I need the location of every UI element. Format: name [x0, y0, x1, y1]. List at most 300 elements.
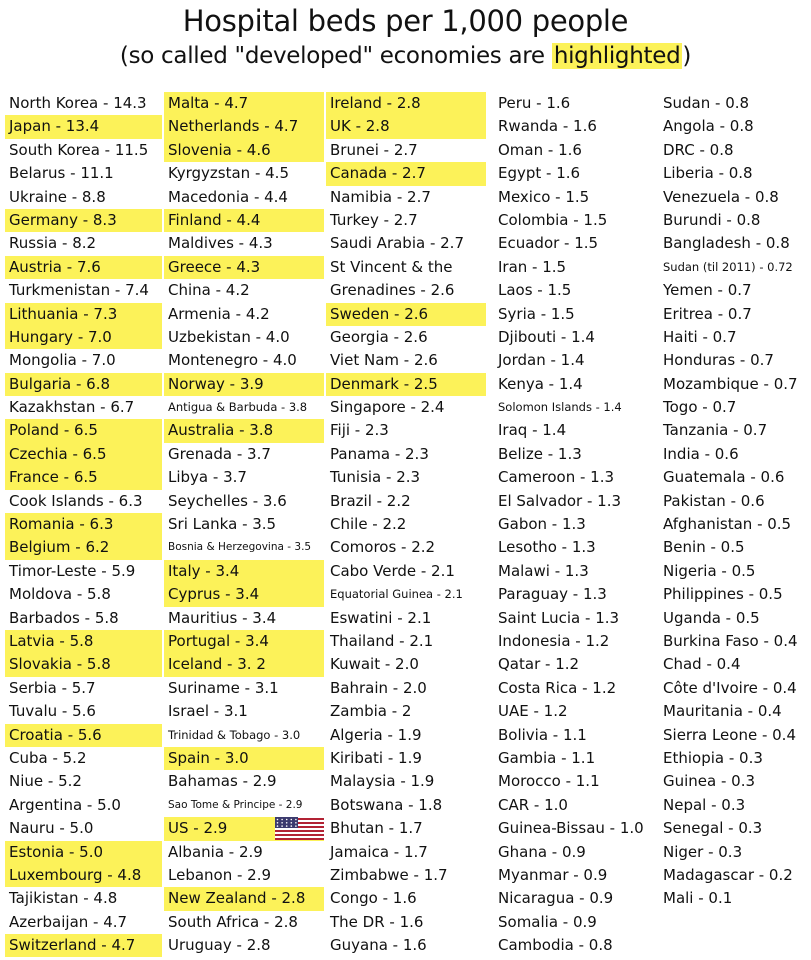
country-row [164, 911, 324, 934]
country-entry: Maldives - 4.3 [168, 234, 273, 253]
country-row [494, 583, 658, 606]
country-row-developed [164, 583, 324, 606]
country-row-developed [5, 443, 162, 466]
country-row [659, 747, 811, 770]
country-row [326, 279, 486, 302]
country-row [5, 162, 162, 185]
page-subtitle [0, 40, 811, 72]
country-entry: Syria - 1.5 [498, 304, 575, 323]
country-row [659, 583, 811, 606]
country-entry: Afghanistan - 0.5 [663, 515, 792, 534]
country-entry: Ecuador - 1.5 [498, 234, 599, 253]
country-row-developed [5, 864, 162, 887]
country-row [494, 864, 658, 887]
country-entry: Kiribati - 1.9 [330, 748, 422, 767]
country-row [494, 326, 658, 349]
country-entry: Norway - 3.9 [168, 374, 264, 393]
country-row [5, 607, 162, 630]
country-entry: UK - 2.8 [330, 117, 390, 136]
country-row [494, 887, 658, 910]
country-entry: Latvia - 5.8 [9, 631, 94, 650]
country-row [326, 724, 486, 747]
country-entry: Albania - 2.9 [168, 842, 263, 861]
country-entry: Guyana - 1.6 [330, 936, 427, 955]
country-row [659, 653, 811, 676]
country-row [659, 490, 811, 513]
country-entry: France - 6.5 [9, 468, 98, 487]
country-row [659, 373, 811, 396]
country-row [164, 490, 324, 513]
column-2 [164, 92, 324, 957]
country-entry: Gambia - 1.1 [498, 748, 596, 767]
country-entry: Moldova - 5.8 [9, 585, 111, 604]
country-row [326, 934, 486, 957]
country-row [659, 443, 811, 466]
country-entry: Canada - 2.7 [330, 164, 426, 183]
country-row [5, 490, 162, 513]
country-row [494, 373, 658, 396]
country-row [5, 139, 162, 162]
country-entry: Slovenia - 4.6 [168, 140, 271, 159]
country-entry: South Korea - 11.5 [9, 140, 149, 159]
country-row [164, 607, 324, 630]
country-row [326, 817, 486, 840]
country-entry: Guinea - 0.3 [663, 772, 756, 791]
country-row [659, 326, 811, 349]
country-row-developed [164, 92, 324, 115]
country-row [494, 817, 658, 840]
country-entry: Equatorial Guinea - 2.1 [330, 587, 463, 602]
country-row [494, 934, 658, 957]
country-row [494, 209, 658, 232]
country-row-developed [164, 139, 324, 162]
country-entry: UAE - 1.2 [498, 702, 568, 721]
country-row [326, 864, 486, 887]
country-entry: DRC - 0.8 [663, 140, 734, 159]
country-entry: Saint Lucia - 1.3 [498, 608, 620, 627]
country-entry: El Salvador - 1.3 [498, 491, 622, 510]
country-row-developed [5, 724, 162, 747]
country-entry: Bangladesh - 0.8 [663, 234, 790, 253]
country-row [5, 560, 162, 583]
country-entry: Guinea-Bissau - 1.0 [498, 819, 644, 838]
subtitle-highlight: highlighted [553, 43, 681, 69]
country-entry: Sierra Leone - 0.4 [663, 725, 796, 744]
country-row [164, 326, 324, 349]
country-row [494, 653, 658, 676]
country-entry: Malaysia - 1.9 [330, 772, 435, 791]
country-row [164, 794, 324, 817]
country-row [326, 466, 486, 489]
country-entry: China - 4.2 [168, 281, 250, 300]
country-entry: Jordan - 1.4 [498, 351, 585, 370]
country-row [659, 560, 811, 583]
country-entry: Tuvalu - 5.6 [9, 702, 96, 721]
country-entry: Uzbekistan - 4.0 [168, 327, 290, 346]
page-title: Hospital beds per 1,000 people [182, 4, 629, 38]
country-entry: Philippines - 0.5 [663, 585, 783, 604]
country-entry: Chad - 0.4 [663, 655, 741, 674]
country-entry: Egypt - 1.6 [498, 164, 581, 183]
country-row [659, 115, 811, 138]
country-row [659, 864, 811, 887]
country-entry: Yemen - 0.7 [663, 281, 752, 300]
country-entry: Brunei - 2.7 [330, 140, 418, 159]
country-row [326, 794, 486, 817]
country-entry: North Korea - 14.3 [9, 94, 147, 112]
country-row [494, 466, 658, 489]
country-entry: Iceland - 3. 2 [168, 655, 266, 674]
country-entry: Pakistan - 0.6 [663, 491, 765, 510]
country-row [494, 115, 658, 138]
country-row-developed [326, 303, 486, 326]
country-entry: Libya - 3.7 [168, 468, 247, 487]
country-entry: Antigua & Barbuda - 3.8 [168, 400, 308, 415]
country-row-developed [164, 560, 324, 583]
country-row-developed [326, 373, 486, 396]
country-entry: Cameroon - 1.3 [498, 468, 615, 487]
country-row-developed [164, 747, 324, 770]
country-row [494, 677, 658, 700]
country-row [5, 887, 162, 910]
country-entry: Myanmar - 0.9 [498, 865, 608, 884]
country-entry: Chile - 2.2 [330, 515, 407, 534]
country-entry: Jamaica - 1.7 [330, 842, 428, 861]
country-row-developed [164, 887, 324, 910]
country-entry: Poland - 6.5 [9, 421, 98, 440]
country-row [659, 700, 811, 723]
country-row [326, 607, 486, 630]
country-entry: Brazil - 2.2 [330, 491, 411, 510]
country-row-developed [5, 256, 162, 279]
country-entry: Denmark - 2.5 [330, 374, 438, 393]
country-row-developed [164, 256, 324, 279]
country-row [494, 911, 658, 934]
country-entry: Kazakhstan - 6.7 [9, 398, 135, 417]
country-row [5, 911, 162, 934]
country-entry: Tunisia - 2.3 [330, 468, 421, 487]
country-entry: Cook Islands - 6.3 [9, 491, 143, 510]
country-entry: Greece - 4.3 [168, 257, 261, 276]
country-row [326, 186, 486, 209]
country-row [5, 279, 162, 302]
country-row [164, 770, 324, 793]
country-entry: Fiji - 2.3 [330, 421, 389, 440]
country-entry: Liberia - 0.8 [663, 164, 753, 183]
country-row [494, 443, 658, 466]
country-row [326, 326, 486, 349]
country-entry: CAR - 1.0 [498, 795, 568, 814]
country-entry: New Zealand - 2.8 [168, 889, 306, 908]
country-row [326, 653, 486, 676]
country-row [659, 794, 811, 817]
country-entry: Finland - 4.4 [168, 210, 261, 229]
country-row [326, 841, 486, 864]
country-row [659, 513, 811, 536]
country-entry: Peru - 1.6 [498, 94, 571, 112]
country-row [5, 186, 162, 209]
country-row [5, 92, 162, 115]
country-row [164, 513, 324, 536]
country-row [494, 92, 658, 115]
country-row-developed [5, 419, 162, 442]
country-entry: Colombia - 1.5 [498, 210, 608, 229]
country-entry: Madagascar - 0.2 [663, 865, 793, 884]
country-row [659, 724, 811, 747]
country-entry: St Vincent & the [330, 257, 453, 276]
country-entry: Cambodia - 0.8 [498, 936, 613, 955]
country-entry: Angola - 0.8 [663, 117, 754, 136]
country-row [659, 232, 811, 255]
country-row [326, 770, 486, 793]
country-entry: Bahamas - 2.9 [168, 772, 277, 791]
country-row-developed [5, 630, 162, 653]
country-row [326, 677, 486, 700]
country-entry: Barbados - 5.8 [9, 608, 119, 627]
country-row [494, 232, 658, 255]
subtitle-after: ) [682, 43, 692, 69]
country-row [494, 162, 658, 185]
country-row [164, 303, 324, 326]
country-entry: Mexico - 1.5 [498, 187, 590, 206]
country-entry: Montenegro - 4.0 [168, 351, 297, 370]
country-entry: Ethiopia - 0.3 [663, 748, 763, 767]
country-row [659, 607, 811, 630]
country-entry: US - 2.9 [168, 819, 228, 838]
country-entry: Ghana - 0.9 [498, 842, 586, 861]
country-row [5, 232, 162, 255]
country-entry: Rwanda - 1.6 [498, 117, 597, 136]
country-entry: Armenia - 4.2 [168, 304, 270, 323]
country-entry: Kenya - 1.4 [498, 374, 583, 393]
country-row [326, 349, 486, 372]
country-row-developed [5, 209, 162, 232]
country-row-developed [5, 841, 162, 864]
country-row [494, 607, 658, 630]
country-entry: Djibouti - 1.4 [498, 327, 595, 346]
country-entry: Viet Nam - 2.6 [330, 351, 438, 370]
country-entry: Estonia - 5.0 [9, 842, 104, 861]
country-row [326, 232, 486, 255]
country-entry: Belize - 1.3 [498, 444, 582, 463]
country-row [164, 536, 324, 559]
country-entry: Mozambique - 0.7 [663, 374, 798, 393]
country-row [494, 724, 658, 747]
country-entry: Niger - 0.3 [663, 842, 743, 861]
country-row [5, 677, 162, 700]
country-row-developed [164, 817, 324, 840]
country-entry: Uruguay - 2.8 [168, 936, 271, 955]
country-entry: Cyprus - 3.4 [168, 585, 260, 604]
country-entry: Indonesia - 1.2 [498, 631, 610, 650]
column-4 [494, 92, 658, 957]
country-entry: Cabo Verde - 2.1 [330, 561, 455, 580]
country-row [326, 747, 486, 770]
country-row [494, 396, 658, 419]
country-entry: Togo - 0.7 [663, 398, 737, 417]
country-row-developed [5, 934, 162, 957]
country-entry: Kuwait - 2.0 [330, 655, 419, 674]
country-entry: Iran - 1.5 [498, 257, 567, 276]
country-row [326, 209, 486, 232]
country-row-developed [5, 326, 162, 349]
country-row [494, 630, 658, 653]
country-entry: Sudan (til 2011) - 0.72 [663, 259, 793, 274]
country-entry: Thailand - 2.1 [330, 631, 434, 650]
country-row [659, 256, 811, 279]
country-row [494, 139, 658, 162]
country-row [494, 536, 658, 559]
country-row [326, 700, 486, 723]
country-entry: Somalia - 0.9 [498, 912, 597, 931]
country-entry: Belgium - 6.2 [9, 538, 110, 557]
country-row [164, 396, 324, 419]
country-entry: Zimbabwe - 1.7 [330, 865, 448, 884]
country-entry: South Africa - 2.8 [168, 912, 298, 931]
country-row [494, 186, 658, 209]
country-entry: Sao Tome & Principe - 2.9 [168, 798, 303, 811]
country-entry: Burundi - 0.8 [663, 210, 761, 229]
country-entry: Russia - 8.2 [9, 234, 97, 253]
country-row [164, 724, 324, 747]
country-entry: Portugal - 3.4 [168, 631, 269, 650]
country-entry: Bhutan - 1.7 [330, 819, 423, 838]
country-entry: Croatia - 5.6 [9, 725, 102, 744]
country-row [494, 770, 658, 793]
country-row [494, 841, 658, 864]
country-row [494, 700, 658, 723]
country-entry: Namibia - 2.7 [330, 187, 431, 206]
country-entry: Congo - 1.6 [330, 889, 417, 908]
us-flag-icon [275, 817, 324, 840]
country-row [5, 770, 162, 793]
country-entry: Nicaragua - 0.9 [498, 889, 614, 908]
country-entry: Spain - 3.0 [168, 748, 249, 767]
country-row [659, 279, 811, 302]
country-entry: Costa Rica - 1.2 [498, 678, 617, 697]
country-row [326, 513, 486, 536]
country-row [326, 396, 486, 419]
country-row-developed [5, 115, 162, 138]
country-entry: Italy - 3.4 [168, 561, 240, 580]
country-row [659, 419, 811, 442]
country-row-developed [5, 303, 162, 326]
country-entry: Macedonia - 4.4 [168, 187, 288, 206]
country-entry: Uganda - 0.5 [663, 608, 760, 627]
country-row [164, 934, 324, 957]
country-row [164, 466, 324, 489]
country-row [326, 887, 486, 910]
country-row [659, 630, 811, 653]
country-row [659, 841, 811, 864]
country-entry: Iraq - 1.4 [498, 421, 567, 440]
country-entry: Sudan - 0.8 [663, 94, 750, 112]
country-entry: Georgia - 2.6 [330, 327, 428, 346]
country-row [164, 700, 324, 723]
country-entry: Oman - 1.6 [498, 140, 582, 159]
country-entry: Luxembourg - 4.8 [9, 865, 142, 884]
country-row [494, 349, 658, 372]
country-row [326, 139, 486, 162]
country-entry: Eswatini - 2.1 [330, 608, 432, 627]
country-entry: Honduras - 0.7 [663, 351, 774, 370]
country-row [5, 396, 162, 419]
country-entry: Japan - 13.4 [9, 117, 100, 136]
country-row [326, 630, 486, 653]
country-entry: Burkina Faso - 0.4 [663, 631, 798, 650]
country-entry: Malawi - 1.3 [498, 561, 589, 580]
country-row [326, 419, 486, 442]
country-row [659, 92, 811, 115]
country-row [659, 887, 811, 910]
country-entry: Comoros - 2.2 [330, 538, 436, 557]
subtitle-before: (so called "developed" economies are [119, 43, 552, 69]
country-entry: Nauru - 5.0 [9, 819, 94, 838]
country-entry: Ukraine - 8.8 [9, 187, 106, 206]
country-entry: Paraguay - 1.3 [498, 585, 607, 604]
country-entry: Tanzania - 0.7 [663, 421, 768, 440]
country-row-developed [164, 630, 324, 653]
country-row [5, 700, 162, 723]
country-row [164, 162, 324, 185]
country-entry: Belarus - 11.1 [9, 164, 114, 183]
country-row [494, 303, 658, 326]
country-row [659, 466, 811, 489]
country-row-developed [164, 115, 324, 138]
country-row-developed [164, 209, 324, 232]
country-entry: Timor-Leste - 5.9 [9, 561, 136, 580]
country-entry: Nepal - 0.3 [663, 795, 746, 814]
country-row [659, 139, 811, 162]
country-row [494, 513, 658, 536]
country-row [5, 583, 162, 606]
country-entry: Grenada - 3.7 [168, 444, 271, 463]
country-row [659, 770, 811, 793]
country-entry: Bulgaria - 6.8 [9, 374, 111, 393]
column-3 [326, 92, 486, 957]
country-entry: Slovakia - 5.8 [9, 655, 111, 674]
country-entry: Czechia - 6.5 [9, 444, 107, 463]
country-entry: Israel - 3.1 [168, 702, 248, 721]
country-entry: Grenadines - 2.6 [330, 281, 455, 300]
country-entry: Sweden - 2.6 [330, 304, 429, 323]
country-entry: Australia - 3.8 [168, 421, 274, 440]
country-row [326, 583, 486, 606]
country-row [164, 443, 324, 466]
country-entry: Saudi Arabia - 2.7 [330, 234, 464, 253]
country-entry: Solomon Islands - 1.4 [498, 400, 622, 415]
country-entry: Panama - 2.3 [330, 444, 429, 463]
country-row [659, 303, 811, 326]
country-row-developed [5, 466, 162, 489]
country-entry: Benin - 0.5 [663, 538, 745, 557]
country-entry: Morocco - 1.1 [498, 772, 600, 791]
country-row [494, 794, 658, 817]
country-entry: Mali - 0.1 [663, 889, 733, 908]
country-row [659, 396, 811, 419]
country-row [5, 817, 162, 840]
country-row-developed [5, 373, 162, 396]
country-entry: Mauritania - 0.4 [663, 702, 782, 721]
country-entry: Zambia - 2 [330, 702, 412, 721]
country-entry: Algeria - 1.9 [330, 725, 422, 744]
country-entry: Kyrgyzstan - 4.5 [168, 164, 289, 183]
country-row [326, 536, 486, 559]
country-row [326, 911, 486, 934]
country-entry: Lesotho - 1.3 [498, 538, 596, 557]
country-row [164, 232, 324, 255]
country-row [494, 490, 658, 513]
